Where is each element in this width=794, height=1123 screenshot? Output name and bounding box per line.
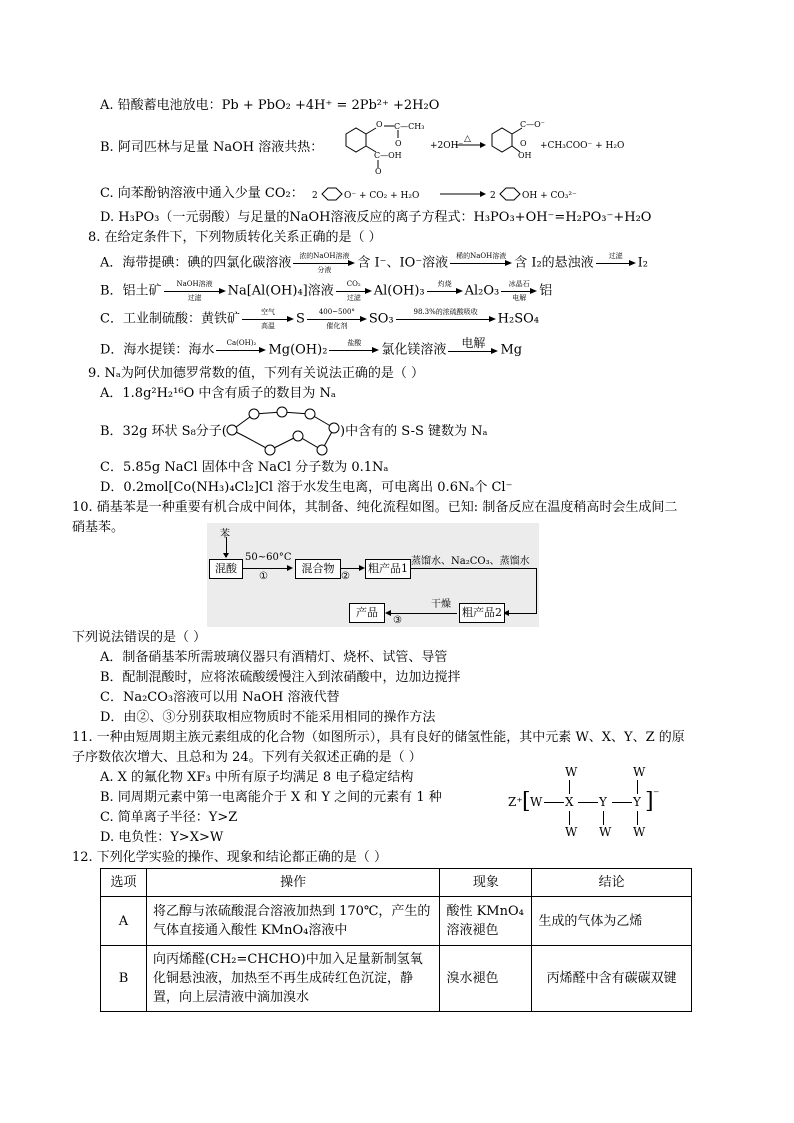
q7-option-d: D. H₃PO₃（一元弱酸）与足量的NaOH溶液反应的离子方程式：H₃PO₃+OH⁻=H₂PO₃⁻+H₂O	[100, 210, 652, 225]
flow-temperature: 50~60°C	[245, 552, 292, 563]
svg-text:OH: OH	[518, 151, 532, 160]
svg-text:O⁻ + CO₂ + H₂O: O⁻ + CO₂ + H₂O	[344, 191, 420, 201]
q9-option-c: C．5.85g NaCl 固体中含 NaCl 分子数为 0.1Nₐ	[100, 460, 389, 475]
q8-option-d: D．海水提镁：海水 Ca(OH)₂ Mg(OH)₂ 盐酸 氯化镁溶液 电解 Mg	[100, 336, 523, 358]
q10-option-b: B．配制混酸时，应将浓硫酸缓慢注入到浓硝酸中，边加边搅拌	[100, 670, 461, 685]
aspirin-eq-tail: +CH₃COO⁻ + H₂O	[540, 141, 625, 151]
q7-option-a: A. 铅酸蓄电池放电：Pb + PbO₂ +4H⁺ = 2Pb²⁺ +2H₂O	[100, 98, 440, 113]
svg-text:C—O⁻: C—O⁻	[520, 120, 545, 129]
svg-text:OH + CO₃²⁻: OH + CO₃²⁻	[522, 191, 577, 201]
q9-stem: 9. Nₐ为阿伏加德罗常数的值，下列有关说法正确的是（ ）	[88, 366, 425, 381]
svg-text:O: O	[375, 167, 382, 174]
aspirin-equation	[330, 118, 635, 174]
flow-product: 产品	[349, 603, 385, 623]
benzene-ring	[500, 188, 520, 200]
svg-text:C—CH₃: C—CH₃	[394, 122, 425, 131]
q9-option-d: D．0.2mol[Co(NH₃)₄Cl₂]Cl 溶于水发生电离，可电离出 0.6Nₐ个 Cl⁻	[100, 480, 513, 495]
q10-option-a: A．制备硝基苯所需玻璃仪器只有酒精灯、烧杯、试管、导管	[100, 650, 448, 665]
aspirin-eq-mid: +2OH⁻	[430, 141, 464, 151]
q10-option-c: C．Na₂CO₃溶液可以用 NaOH 溶液代替	[100, 690, 340, 705]
q10-question: 下列说法错误的是（ ）	[72, 630, 207, 645]
flow-mixture: 混合物	[295, 559, 341, 579]
table-row: A 将乙醇与浓硫酸混合溶液加热到 170℃，产生的气体直接通入酸性 KMnO₄溶液中 酸性 KMnO₄溶液褪色 生成的气体为乙烯	[101, 897, 692, 946]
header-option: 选项	[101, 869, 147, 897]
q8-stem: 8. 在给定条件下，下列物质转化关系正确的是（ ）	[88, 230, 382, 245]
flow-dry: 干燥	[431, 599, 451, 610]
q11-option-d: D. 电负性：Y>X>W	[100, 830, 224, 845]
product-ring	[492, 128, 512, 152]
q9-option-a: A．1.8g²H₂¹⁶O 中含有质子的数目为 Nₐ	[100, 386, 336, 401]
svg-text:O: O	[395, 139, 402, 148]
q10-stem-line2: 硝基苯。	[72, 520, 125, 535]
phenoxide-equation	[312, 182, 612, 206]
flow-step-3: ③	[393, 615, 402, 626]
svg-text:2: 2	[312, 191, 318, 201]
q9-option-b-right: )中含有的 S-S 键数为 Nₐ	[340, 424, 488, 439]
q11-stem-line2: 子序数依次增大、且总和为 24。下列有关叙述正确的是（ ）	[72, 750, 422, 765]
q8-option-a: A．海带提碘：碘的四氯化碳溶液 浓的NaOH溶液 分液 含 I⁻、IO⁻溶液 稀的NaOH溶液 含 I₂的悬浊液 过滤 I₂	[100, 252, 649, 274]
svg-text:C—OH: C—OH	[374, 151, 402, 160]
q10-stem-line1: 10. 硝基苯是一种重要有机合成中间体，其制备、纯化流程如图。已知: 制备反应在温度稍高时会生成间二	[72, 500, 678, 515]
svg-text:O: O	[520, 139, 527, 148]
q8-option-b: B．铝土矿 NaOH溶液 过滤 Na[Al(OH)₄]溶液 CO₂ 过滤 Al(OH)₃ 灼烧 Al₂O₃ 冰晶石 电解 铝	[100, 280, 553, 302]
delta-sign: △	[464, 134, 471, 144]
nitrobenzene-flowchart	[207, 523, 539, 627]
q10-option-d: D．由②、③分别获取相应物质时不能采用相同的操作方法	[100, 710, 436, 725]
flow-wash-reagents: 蒸馏水、Na₂CO₃、蒸馏水	[411, 556, 530, 567]
flow-crude-product-2: 粗产品2	[459, 603, 505, 623]
flow-benzene: 苯	[220, 529, 230, 540]
header-phenomenon: 现象	[440, 869, 532, 897]
q7-option-b-label: B. 阿司匹林与足量 NaOH 溶液共热：	[100, 140, 324, 155]
benzene-ring	[322, 188, 342, 200]
q11-option-a: A. X 的氟化物 XF₃ 中所有原子均满足 8 电子稳定结构	[100, 770, 414, 785]
table-row: B 向丙烯醛(CH₂=CHCHO)中加入足量新制氢氧化铜悬浊液，加热至不再生成砖红色沉淀，静置，向上层清液中滴加溴水 溴水褪色 丙烯醛中含有碳碳双键	[101, 946, 692, 1012]
aspirin-ring	[346, 128, 366, 152]
flow-mixed-acid: 混酸	[209, 559, 243, 579]
q11-structure-diagram: W W Z⁺ [ W X Y Y ] ⁻ W W W	[508, 765, 660, 839]
header-operation: 操作	[146, 869, 440, 897]
table-header-row	[101, 869, 692, 897]
header-conclusion: 结论	[532, 869, 692, 897]
q11-option-c: C. 简单离子半径：Y>Z	[100, 810, 238, 825]
q8-option-c: C．工业制硫酸：黄铁矿 空气 高温 S 400~500° 催化剂 SO₃ 98.3%的浓硫酸吸收 H₂SO₄	[100, 308, 539, 330]
svg-text:O: O	[376, 120, 383, 129]
flow-step-1: ①	[259, 571, 268, 582]
q12-stem: 12. 下列化学实验的操作、现象和结论都正确的是（ ）	[72, 850, 387, 865]
s8-ring-diagram	[226, 404, 342, 460]
svg-text:2: 2	[490, 191, 496, 201]
q9-option-b-left: B．32g 环状 S₈分子(	[100, 424, 227, 439]
flow-crude-product-1: 粗产品1	[365, 559, 411, 579]
experiment-table	[100, 868, 692, 1012]
q11-stem-line1: 11. 一种由短周期主族元素组成的化合物（如图所示），具有良好的储氢性能，其中元素 W、X、Y、Z 的原	[72, 730, 685, 745]
q11-option-b: B. 同周期元素中第一电离能介于 X 和 Y 之间的元素有 1 种	[100, 790, 442, 805]
q7-option-c-label: C. 向苯酚钠溶液中通入少量 CO₂：	[100, 186, 304, 201]
flow-step-2: ②	[341, 571, 350, 582]
